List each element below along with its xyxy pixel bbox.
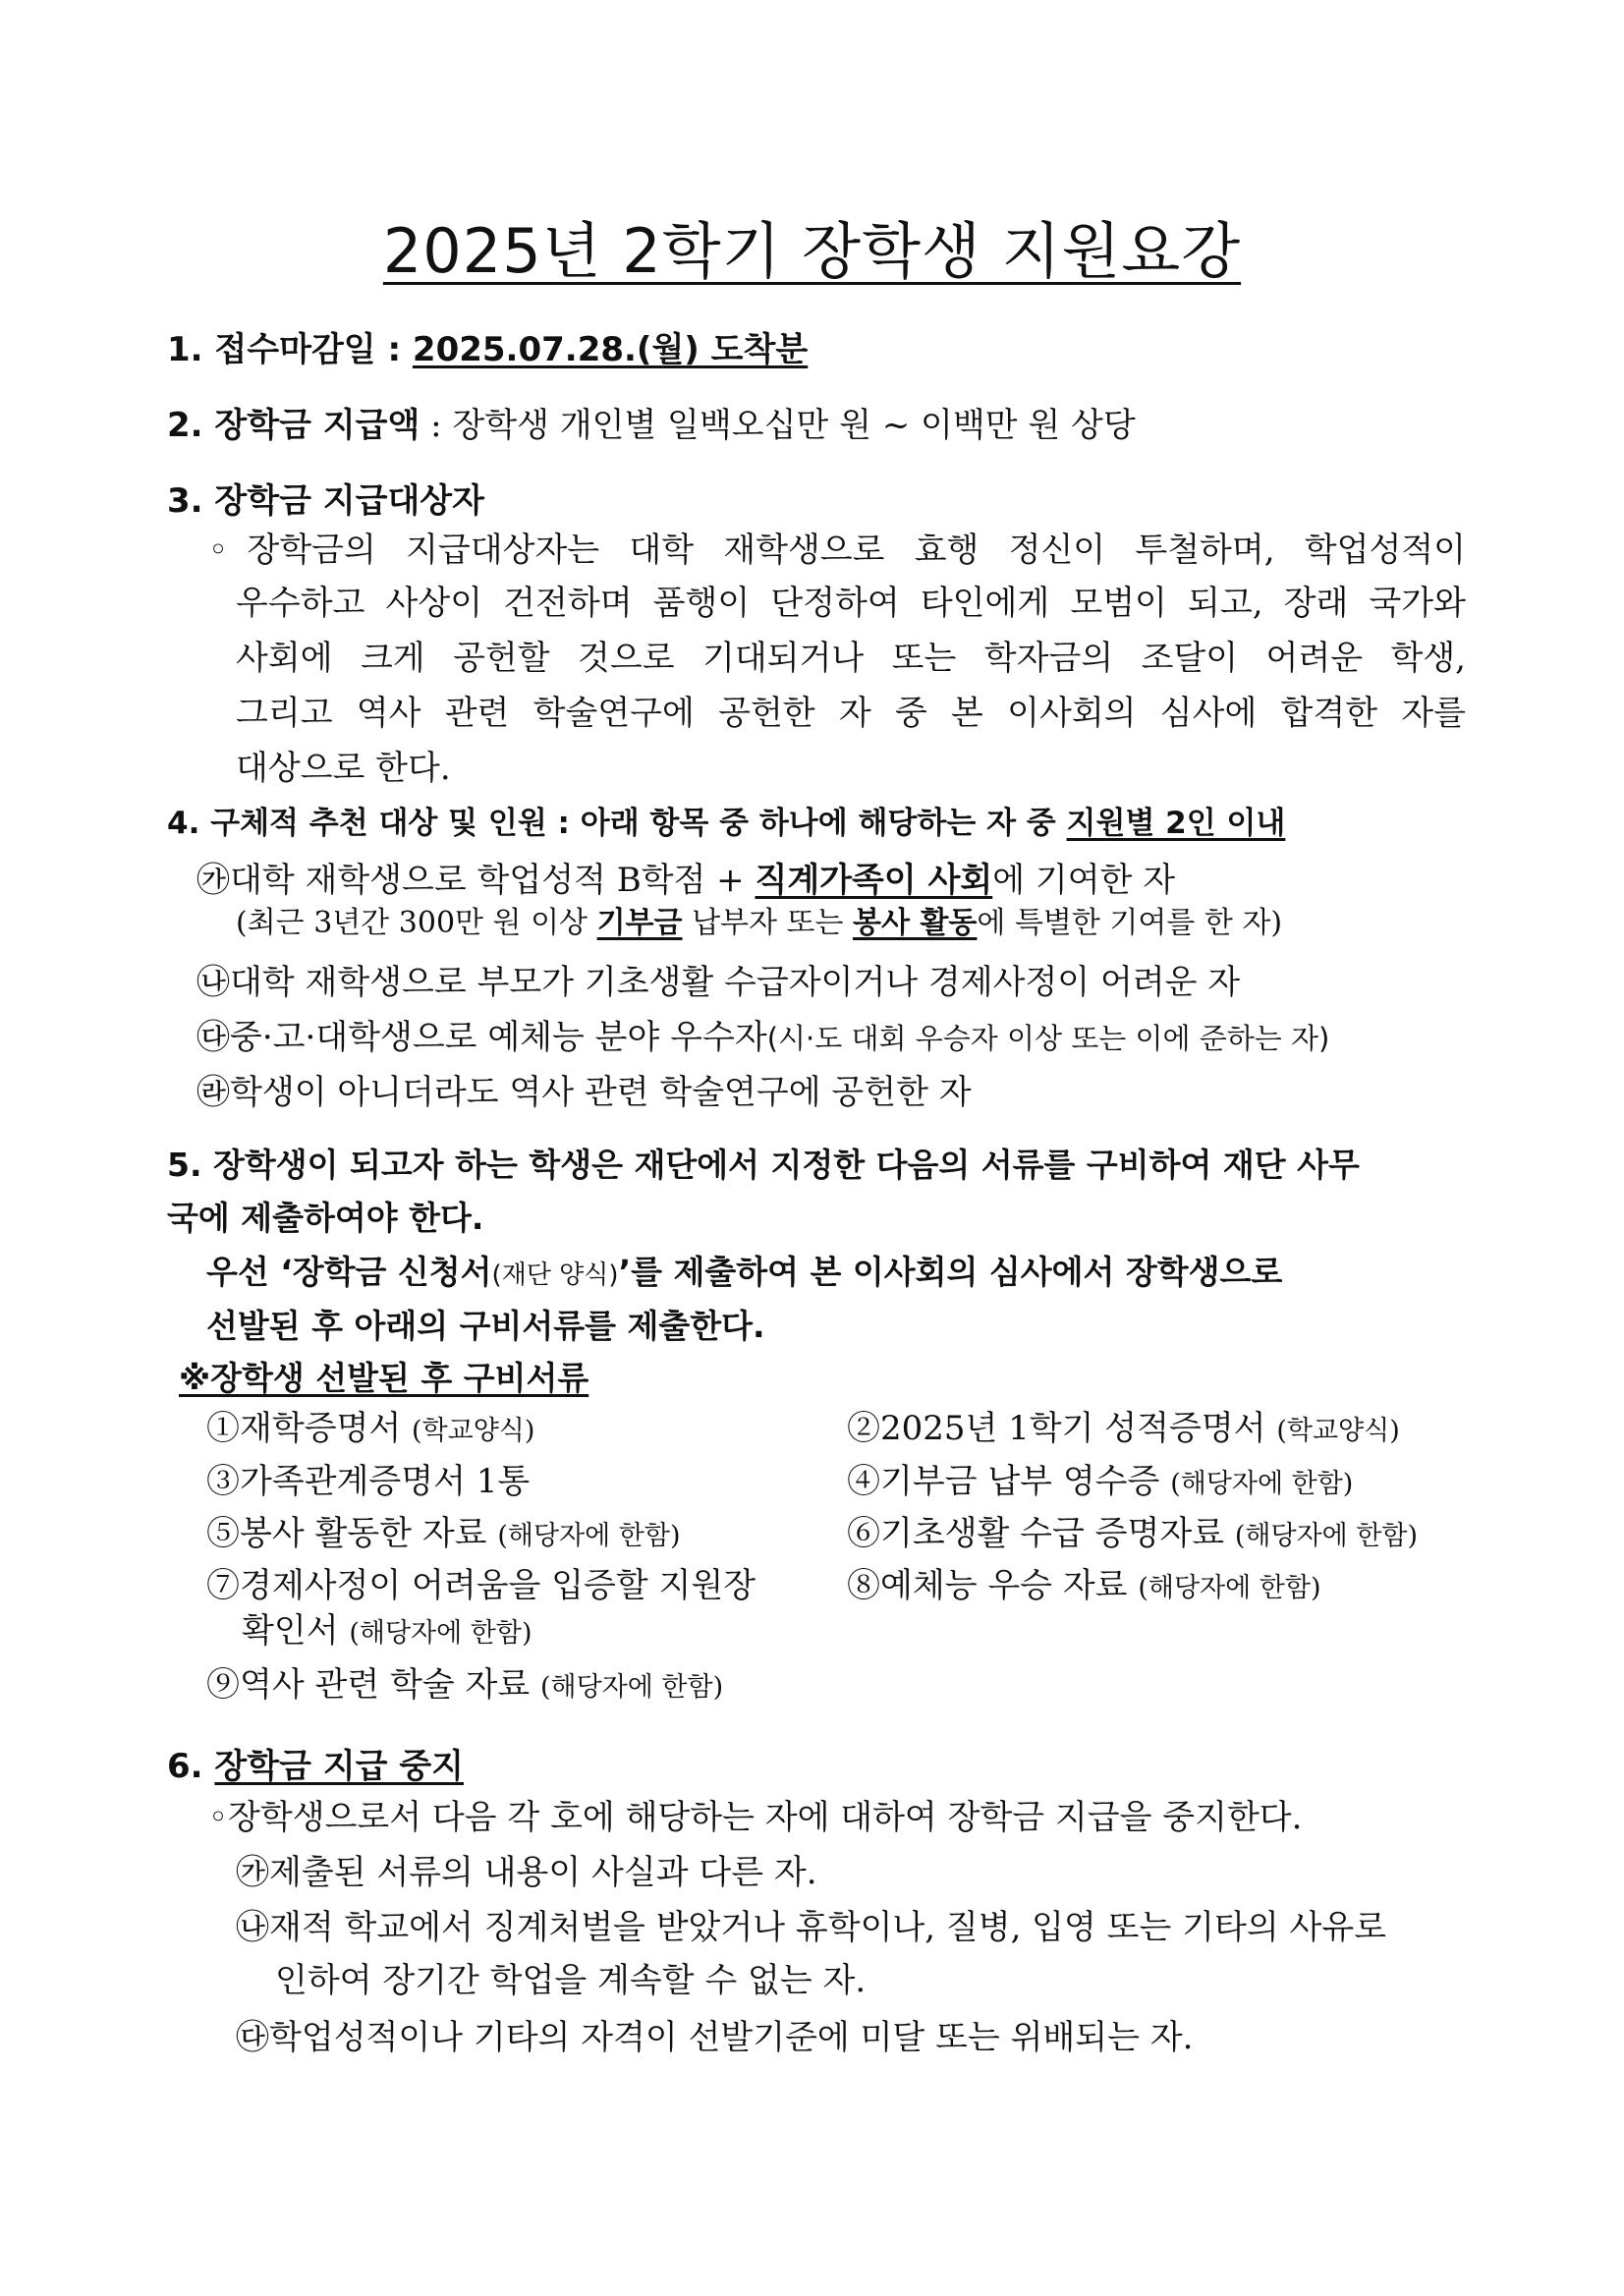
section-4-limit: 지원별 2인 이내	[1066, 806, 1286, 841]
section-5-line-2: 국에 제출하여야 한다.	[167, 1199, 484, 1237]
deadline-label: 1. 접수마감일	[167, 330, 376, 369]
criteria-a-note-mid: 납부자 또는	[682, 906, 854, 940]
document-note: (학교양식)	[412, 1416, 535, 1446]
stop-item-a: ㉮제출된 서류의 내용이 사실과 다른 자.	[236, 1853, 817, 1892]
amount-value: : 장학생 개인별 일백오십만 원 ~ 이백만 원 상당	[420, 406, 1136, 445]
section-3-line-5: 대상으로 한다.	[236, 749, 451, 788]
criteria-a-underlined: 직계가족이 사회	[755, 861, 993, 900]
document-item	[206, 1462, 530, 1502]
criteria-a-suffix: 에 기여한 자	[992, 861, 1176, 900]
criteria-c	[196, 1018, 1329, 1058]
section-5-line-3	[206, 1253, 1282, 1292]
document-text: ⑨역사 관련 학술 자료	[206, 1665, 540, 1705]
section-6-heading	[167, 1747, 464, 1787]
document-note: (해당자에 한함)	[1234, 1521, 1419, 1551]
document-note: (해당자에 한함)	[539, 1672, 724, 1703]
document-item	[847, 1566, 1321, 1606]
section-4-heading-text: 4. 구체적 추천 대상 및 인원 : 아래 항목 중 하나에 해당하는 자 중	[167, 806, 1067, 841]
section-5-line-3-post: ’를 제출하여 본 이사회의 심사에서 장학생으로	[618, 1253, 1283, 1291]
criteria-a-note-post: 에 특별한 기여를 한 자)	[977, 906, 1283, 940]
document-note: (해당자에 한함)	[1138, 1573, 1321, 1603]
section-2	[167, 406, 1136, 446]
stop-item-b-line-1: ㉯재적 학교에서 징계처벌을 받았거나 휴학이나, 질병, 입영 또는 기타의 사유로	[236, 1908, 1387, 1947]
document-note: (해당자에 한함)	[497, 1521, 681, 1551]
document-note: (해당자에 한함)	[349, 1618, 532, 1649]
section-5-line-1: 5. 장학생이 되고자 하는 학생은 재단에서 지정한 다음의 서류를 구비하여 재단 사무	[167, 1146, 1360, 1184]
document-item	[242, 1611, 532, 1652]
section-3-line-3: 사회에 크게 공헌할 것으로 기대되거나 또는 학자금의 조달이 어려운 학생,	[236, 639, 1466, 678]
section-4-heading	[167, 806, 1285, 842]
section-3-line-4: 그리고 역사 관련 학술연구에 공헌한 자 중 본 이사회의 심사에 합격한 자를	[236, 694, 1466, 733]
document-item	[206, 1514, 681, 1554]
section-1	[167, 330, 808, 370]
document-text: ⑦경제사정이 어려움을 입증할 지원장	[206, 1566, 756, 1605]
document-item	[847, 1409, 1400, 1449]
section-5-form-note: (재단 양식)	[491, 1260, 619, 1290]
section-6-number: 6.	[167, 1747, 215, 1786]
section-5-line-4: 선발된 후 아래의 구비서류를 제출한다.	[206, 1307, 765, 1345]
document-item	[847, 1514, 1418, 1554]
criteria-d: ㉱학생이 아니더라도 역사 관련 학술연구에 공헌한 자	[196, 1073, 972, 1112]
document-title: 2025년 2학기 장학생 지원요강	[382, 215, 1242, 287]
criteria-c-text: ㉰중·고·대학생으로 예체능 분야 우수자	[196, 1018, 767, 1057]
criteria-a-note-pre: (최근 3년간 300만 원 이상	[236, 906, 597, 940]
document-text: ⑥기초생활 수급 증명자료	[847, 1514, 1235, 1553]
deadline-value: 2025.07.28.(월) 도착분	[412, 330, 809, 369]
section-3-line-2: 우수하고 사상이 건전하며 품행이 단정하여 타인에게 모범이 되고, 장래 국가와	[236, 584, 1466, 623]
document-item	[206, 1409, 534, 1449]
criteria-a-volunteer: 봉사 활동	[853, 906, 978, 940]
section-3-line-1: ◦장학금의 지급대상자는 대학 재학생으로 효행 정신이 투철하며, 학업성적이	[208, 531, 1466, 570]
document-text: ②2025년 1학기 성적증명서	[847, 1409, 1277, 1448]
section-6-intro: ◦장학생으로서 다음 각 호에 해당하는 자에 대하여 장학금 지급을 중지한다.	[208, 1798, 1303, 1837]
document-item	[206, 1566, 756, 1606]
criteria-b: ㉯대학 재학생으로 부모가 기초생활 수급자이거나 경제사정이 어려운 자	[196, 963, 1241, 1002]
document-text: ⑧예체능 우승 자료	[847, 1566, 1139, 1605]
criteria-a	[196, 861, 1175, 901]
criteria-a-text: ㉮대학 재학생으로 학업성적 B학점 +	[196, 861, 756, 900]
stop-item-b-line-2: 인하여 장기간 학업을 계속할 수 없는 자.	[275, 1961, 867, 2000]
criteria-a-donation: 기부금	[596, 906, 683, 940]
section-6-title: 장학금 지급 중지	[214, 1747, 465, 1786]
document-text: ①재학증명서	[206, 1409, 413, 1448]
document-note: (해당자에 한함)	[1170, 1469, 1354, 1499]
document-text: ③가족관계증명서 1통	[206, 1462, 531, 1501]
document-item	[847, 1462, 1353, 1502]
criteria-a-note	[236, 906, 1282, 941]
criteria-c-note: (시·도 대회 우승자 이상 또는 이에 준하는 자)	[766, 1022, 1330, 1055]
amount-label: 2. 장학금 지급액	[167, 406, 420, 445]
documents-heading: ※장학생 선발된 후 구비서류	[179, 1359, 589, 1397]
document-text: ⑤봉사 활동한 자료	[206, 1514, 498, 1553]
document-text: ④기부금 납부 영수증	[847, 1462, 1171, 1501]
section-5-line-3-pre: 우선 ‘장학금 신청서	[206, 1253, 492, 1291]
document-item	[206, 1665, 723, 1706]
document-text: 확인서	[242, 1611, 350, 1651]
deadline-separator: :	[375, 330, 413, 369]
section-3-heading: 3. 장학금 지급대상자	[167, 481, 484, 521]
stop-item-c: ㉰학업성적이나 기타의 자격이 선발기준에 미달 또는 위배되는 자.	[236, 2018, 1194, 2057]
document-note: (학교양식)	[1276, 1416, 1400, 1446]
